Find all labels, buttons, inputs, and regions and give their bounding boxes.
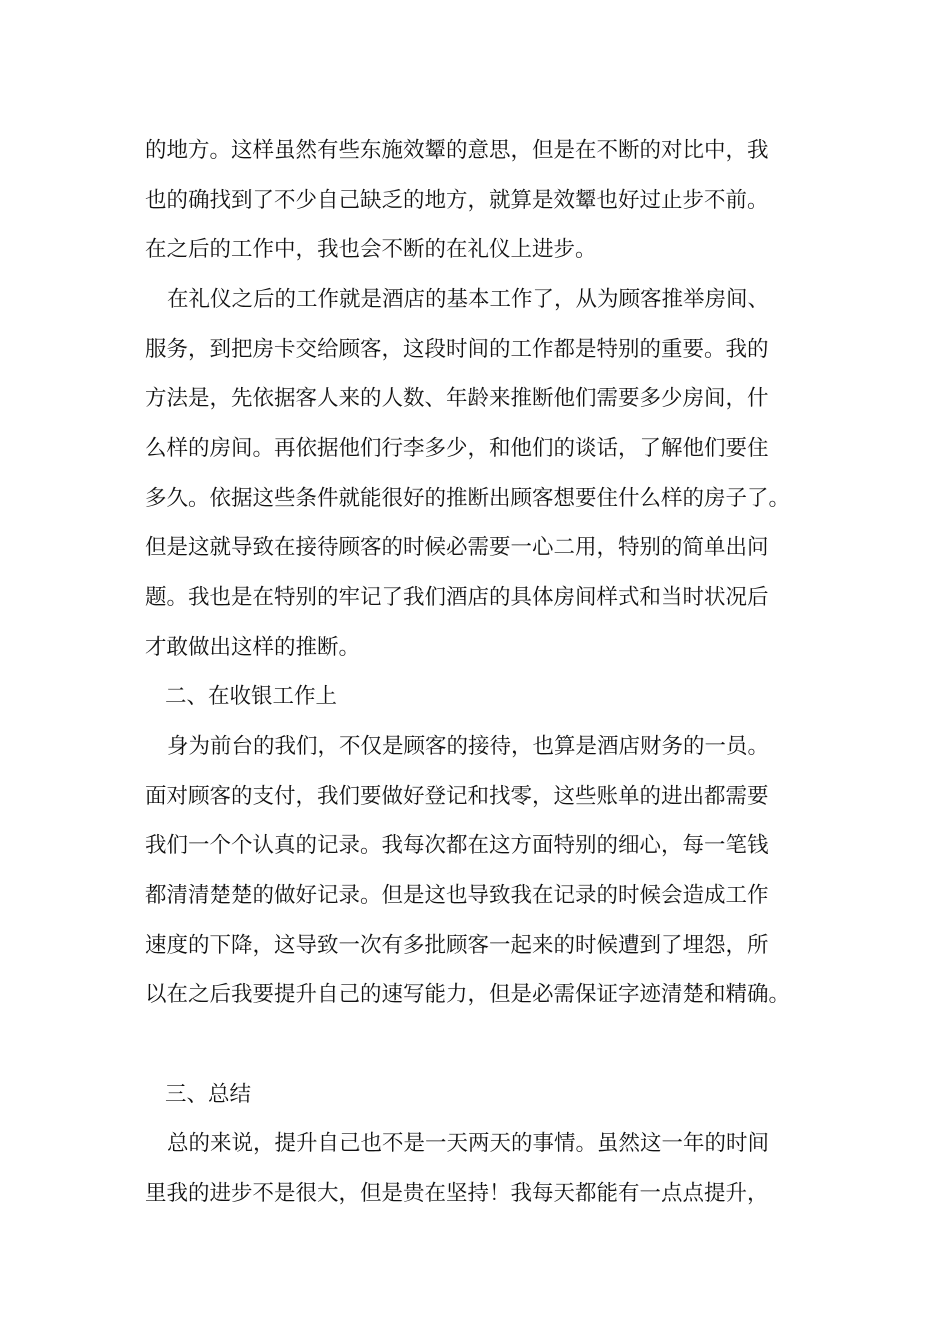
text-line: 身为前台的我们，不仅是顾客的接待，也算是酒店财务的一员。 — [167, 734, 770, 759]
text-line: 以在之后我要提升自己的速写能力，但是必需保证字迹清楚和精确。 — [145, 982, 791, 1007]
text-line: 在礼仪之后的工作就是酒店的基本工作了，从为顾客推举房间、 — [167, 287, 770, 312]
text-line: 面对顾客的支付，我们要做好登记和找零，这些账单的进出都需要 — [145, 784, 769, 809]
text-line: 多久。依据这些条件就能很好的推断出顾客想要住什么样的房子了。 — [145, 486, 791, 511]
text-line: 才敢做出这样的推断。 — [145, 635, 361, 660]
text-line: 么样的房间。再依据他们行李多少，和他们的谈话，了解他们要住 — [145, 436, 769, 461]
text-line: 总的来说，提升自己也不是一天两天的事情。虽然这一年的时间 — [167, 1131, 770, 1156]
text-line: 里我的进步不是很大，但是贵在坚持！我每天都能有一点点提升， — [145, 1181, 769, 1206]
text-line: 的地方。这样虽然有些东施效颦的意思，但是在不断的对比中，我 — [145, 138, 769, 163]
text-line: 速度的下降，这导致一次有多批顾客一起来的时候遭到了埋怨，所 — [145, 933, 769, 958]
text-line: 也的确找到了不少自己缺乏的地方，就算是效颦也好过止步不前。 — [145, 188, 769, 213]
text-line: 在之后的工作中，我也会不断的在礼仪上进步。 — [145, 237, 597, 262]
text-line: 都清清楚楚的做好记录。但是这也导致我在记录的时候会造成工作 — [145, 883, 769, 908]
section-heading: 二、在收银工作上 — [165, 684, 338, 709]
section-heading: 三、总结 — [165, 1082, 252, 1107]
text-line: 我们一个个认真的记录。我每次都在这方面特别的细心，每一笔钱 — [145, 833, 769, 858]
text-line: 但是这就导致在接待顾客的时候必需要一心二用，特别的简单出问 — [145, 535, 769, 560]
text-line: 服务，到把房卡交给顾客，这段时间的工作都是特别的重要。我的 — [145, 337, 769, 362]
text-line: 方法是，先依据客人来的人数、年龄来推断他们需要多少房间，什 — [145, 386, 769, 411]
text-line: 题。我也是在特别的牢记了我们酒店的具体房间样式和当时状况后 — [145, 585, 769, 610]
